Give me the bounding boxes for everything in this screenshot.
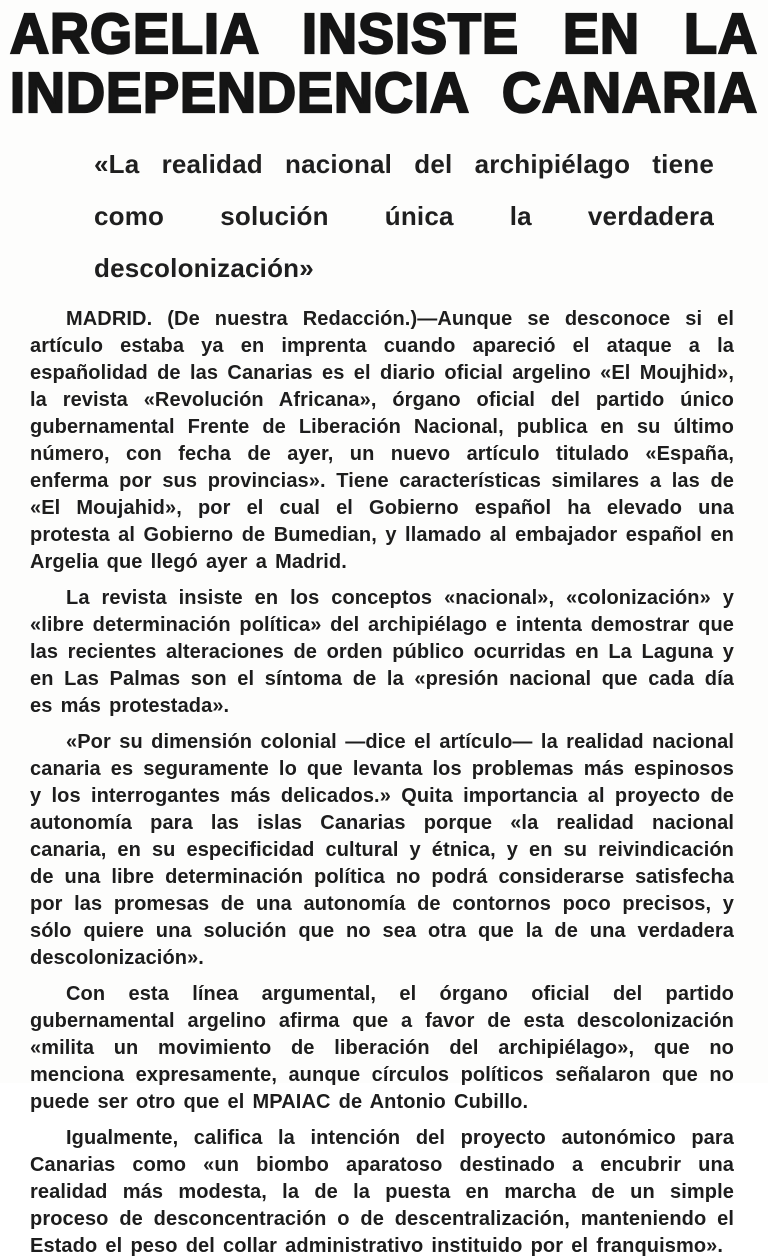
article-body [0, 300, 768, 1260]
article-paragraph-3: «Por su dimensión colonial —dice el artículo— la realidad nacional canaria es seguramente lo que levanta los problemas más espinosos y los interrogantes más delicados.» Quita importancia al proyecto de autonomía para las islas Canarias porque «la realidad nacional canaria, en su especificidad cultural y étnica, y en su reivindicación de una libre determinación política no podrá considerarse satisfecha por las promesas de una autonomía de contornos poco precisos, y sólo quiere una solución que no sea otra que la de una verdadera descolonización». [30, 731, 734, 969]
headline-line-1: ARGELIA INSISTE EN LA [10, 2, 758, 66]
headline-line-2: INDEPENDENCIA CANARIA [10, 61, 758, 125]
article-paragraph-1: MADRID. (De nuestra Redacción.)—Aunque se desconoce si el artículo estaba ya en imprenta cuando apareció el ataque a la españolidad de las Canarias es el diario oficial argelino «El Moujhid», la revista «Revolución Africana», órgano oficial del partido único gubernamental Frente de Liberación Nacional, publica en su último número, con fecha de ayer, un nuevo artículo titulado «España, enferma por sus provincias». Tiene características similares a las de «El Moujahid», por el cual el Gobierno español ha elevado una protesta al Gobierno de Bumedian, y llamado al embajador español en Argelia que llegó ayer a Madrid. [30, 308, 734, 573]
article-headline [0, 0, 768, 125]
article-paragraph-4: Con esta línea argumental, el órgano oficial del partido gubernamental argelino afirma que a favor de esta descolonización «milita un movimiento de liberación del archipiélago», que no menciona expresamente, aunque círculos políticos señalaron que no puede ser otro que el MPAIAC de Antonio Cubillo. [30, 983, 734, 1113]
article-paragraph-5: Igualmente, califica la intención del proyecto autonómico para Canarias como «un biombo aparatoso destinado a encubrir una realidad más modesta, la de la puesta en marcha de un simple proceso de desconcentración o de descentralización, manteniendo el Estado el peso del collar administrativo instituido por el franquismo». [30, 1127, 734, 1257]
article-subheadline: «La realidad nacional del archipiélago tiene como solución única la verdadera descolonización» [94, 149, 714, 283]
article-paragraph-2: La revista insiste en los conceptos «nacional», «colonización» y «libre determinación política» del archipiélago e intenta demostrar que las recientes alteraciones de orden público ocurridas en La Laguna y en Las Palmas son el síntoma de la «presión nacional que cada día es más protestada». [30, 587, 734, 717]
